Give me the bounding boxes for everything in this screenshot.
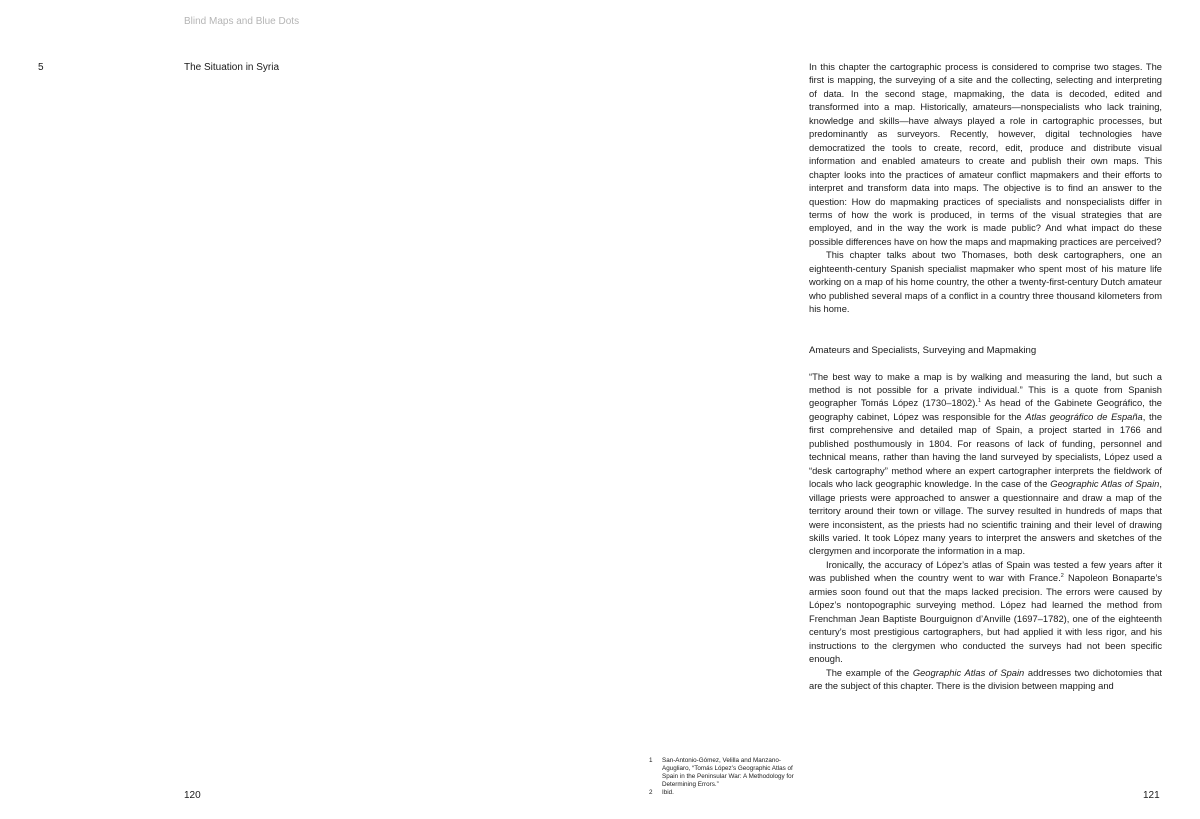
paragraph-lopez	[809, 371, 1162, 559]
text-run: , the first comprehensive and detailed map of Spain, a project started in 1766 and published posthumously in 1804. For reasons of lack of funding, personnel and technical means, rather than having the land surveyed by specialists, López used a “desk cartography” method where an expert cartographer interprets the fieldwork of locals who lack geographic knowledge. In the case of the	[809, 411, 1163, 490]
italic-title: Atlas geográfico de España	[1025, 411, 1143, 422]
paragraph-ironically	[809, 559, 1162, 667]
text-run: Napoleon Bonaparte’s armies soon found out that the maps lacked precision. The errors were caused by López’s nontopographic surveying method. López had learned the method from Frenchman Jean Baptiste Bourguignon d’Anville (1697–1782), one of the eighteenth century’s most prestigious cartographers, but had applied it with less rigor, and his instructions to the clergymen who conducted the surveys had not been specific enough.	[809, 573, 1162, 665]
chapter-number: 5	[38, 62, 44, 73]
chapter-title: The Situation in Syria	[184, 62, 280, 73]
footnotes	[649, 757, 799, 797]
text-run: addresses two dichotomies that are the subject of this chapter. There is the division between mapping and	[809, 667, 1162, 691]
footnote-number: 1	[649, 757, 653, 764]
page-number-left: 120	[184, 790, 201, 801]
text-run: “The best way to make a map is by walking and measuring the land, but such a method is not possible for a private individual.” This is a quote from Spanish geographer Tomás López (1730–1802).	[809, 371, 1162, 409]
footnote-number: 2	[649, 788, 653, 796]
paragraph-dichotomies	[809, 667, 1162, 694]
footnote	[649, 757, 799, 789]
body-text-column	[809, 61, 1162, 693]
text-run: Ironically, the accuracy of López’s atlas of Spain was tested a few years after it was published when the country went to war with France.	[809, 559, 1162, 584]
italic-title: Geographic Atlas of Spain	[1050, 479, 1160, 490]
paragraph-intro: In this chapter the cartographic process is considered to comprise two stages. The first is mapping, the surveying of a site and the collecting, selecting and interpreting of data. In the second stage, mapmaking, the data is decoded, edited and transformed into a map. Historically, amateurs—nonspecialists who lack training, knowledge and skills—have always played a role in cartographic processes, but predominantly as surveyors. Recently, however, digital technologies have democratized the tools to create, record, edit, produce and distribute visual information and enabled amateurs to create and publish their own maps. This chapter looks into the practices of amateur conflict mapmakers and their efforts to interpret and transform data into maps. The objective is to find an answer to the question: How do mapmaking practices of specialists and nonspecialists differ in terms of how the work is produced, in terms of the visual strategies that are employed, and in the way the work is made public? And what impact do these possible differences have on how the maps and mapmaking practices are perceived?	[809, 62, 1162, 247]
section-heading: Amateurs and Specialists, Surveying and Mapmaking	[809, 344, 1037, 356]
italic-title: Geographic Atlas of Spain	[912, 667, 1025, 678]
text-run: As head of the Gabinete Geográfico, the geography cabinet, López was responsible for the	[809, 398, 1162, 422]
footnote-ref-1[interactable]: 1	[977, 398, 982, 405]
footnote-text: San-Antonio-Gómez, Velilla and Manzano-Agugliaro, “Tomás López’s Geographic Atlas of Spain in the Peninsular War: A Methodology for Determining Errors.”	[662, 757, 794, 788]
footnote-text: Ibid.	[662, 788, 674, 796]
running-head: Blind Maps and Blue Dots	[184, 16, 300, 27]
text-run: The example of the	[826, 667, 913, 678]
footnote	[649, 789, 799, 797]
footnote-ref-2[interactable]: 2	[1060, 573, 1064, 580]
page-number-right: 121	[1143, 790, 1160, 801]
text-run: , village priests were approached to answer a questionnaire and draw a map of the territory around their town or village. The survey resulted in hundreds of maps that were inconsistent, as the priests had no scientific training and their level of drawing skills varied. It took López many years to interpret the answers and sketches of the clergymen and incorporate the information in a map.	[809, 479, 1162, 557]
paragraph-two-thomases: This chapter talks about two Thomases, both desk cartographers, one an eighteenth-century Spanish specialist mapmaker who spent most of his mature life working on a map of his home country, the other a twenty-first-century Dutch amateur who published several maps of a conflict in a country three thousand kilometers from his home.	[809, 250, 1162, 315]
